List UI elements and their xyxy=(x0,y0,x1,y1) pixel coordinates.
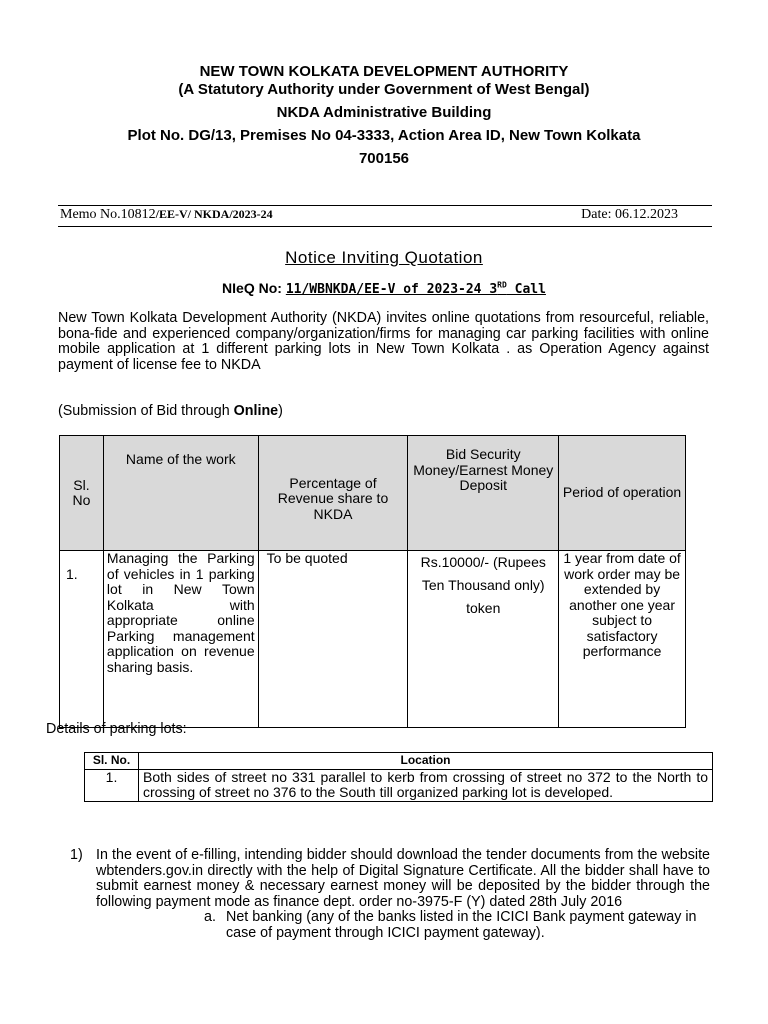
memo-ref: /EE-V/ NKDA/2023-24 xyxy=(155,207,273,221)
authority-name: NEW TOWN KOLKATA DEVELOPMENT AUTHORITY xyxy=(199,63,569,80)
authority-statutory-line: (A Statutory Authority under Government of West Bengal) xyxy=(178,81,590,98)
submission-prefix: (Submission of Bid through xyxy=(58,403,234,419)
header-percentage: Percentage of Revenue share to NKDA xyxy=(258,436,408,551)
cell-period: 1 year from date of work order may be extended by another one year subject to satisfactory performance xyxy=(559,551,686,728)
submission-suffix: ) xyxy=(278,403,283,419)
instruction-subitem xyxy=(204,910,710,941)
parking-details-heading: Details of parking lots: xyxy=(46,721,187,737)
parking-table-header-row xyxy=(85,753,713,770)
parking-header-sl: Sl. No. xyxy=(85,753,139,770)
cell-sl: 1. xyxy=(60,551,104,728)
parking-table xyxy=(84,752,713,802)
subitem-text: Net banking (any of the banks listed in the ICICI Bank payment gateway in case of payment through ICICI payment gateway). xyxy=(226,909,697,941)
table-row xyxy=(60,551,686,728)
nieq-superscript: RD xyxy=(497,280,507,290)
building-name: NKDA Administrative Building xyxy=(276,104,492,121)
nieq-line xyxy=(0,280,768,297)
address-line: Plot No. DG/13, Premises No 04-3333, Action Area ID, New Town Kolkata xyxy=(127,127,641,144)
nieq-label: NIeQ No: xyxy=(222,280,286,296)
cell-bid-security: Rs.10000/- (Rupees Ten Thousand only) token xyxy=(408,551,559,728)
intro-paragraph: New Town Kolkata Development Authority (NKDA) invites online quotations from resourceful, reliable, bona-fide and experienced company/organization/firms for managing car parking facilities with online mobile application at 1 different parking lots in New Town Kolkata . as Operation Agency against payment of license fee to NKDA xyxy=(58,310,709,373)
parking-cell-location: Both sides of street no 331 parallel to kerb from crossing of street no 372 to the North to crossing of street no 376 to the South till organized parking lot is developed. xyxy=(139,769,713,801)
subitem-label: a. xyxy=(204,909,216,925)
memo-bar xyxy=(58,205,712,227)
nieq-number xyxy=(286,282,546,297)
cell-percentage: To be quoted xyxy=(258,551,408,728)
instruction-list xyxy=(70,848,710,941)
instruction-text: In the event of e-filling, intending bidder should download the tender documents from the website wbtenders.gov.in directly with the help of Digital Signature Certificate. All the bidder shall have to submit earnest money & necessary earnest money will be deposited by the bidder through the following payment mode as finance dept. order no-3975-F (Y) dated 28th July 2016 xyxy=(96,847,710,910)
notice-title: Notice Inviting Quotation xyxy=(285,248,483,267)
cell-work-name: Managing the Parking of vehicles in 1 parking lot in New Town Kolkata with appropriate online Parking management application on revenue sharing basis. xyxy=(103,551,258,728)
table-row xyxy=(85,769,713,801)
memo-prefix: Memo No.10812 xyxy=(60,207,156,222)
submission-line xyxy=(58,403,283,419)
header-name: Name of the work xyxy=(103,436,258,551)
header-sl: Sl. No xyxy=(60,436,104,551)
work-table-header-row xyxy=(60,436,686,551)
memo-date: Date: 06.12.2023 xyxy=(581,207,678,222)
work-table xyxy=(59,435,686,728)
nieq-call: Call xyxy=(506,282,546,297)
nieq-number-text: 11/WBNKDA/EE-V of 2023-24 3 xyxy=(285,282,498,297)
memo-number xyxy=(60,207,273,223)
instruction-number: 1) xyxy=(70,847,83,863)
header-period: Period of operation xyxy=(559,436,686,551)
pin-code: 700156 xyxy=(358,150,410,167)
submission-mode: Online xyxy=(233,403,279,419)
parking-header-location: Location xyxy=(139,753,713,770)
header-bid-security: Bid Security Money/Earnest Money Deposit xyxy=(408,436,559,551)
parking-cell-sl: 1. xyxy=(85,769,139,801)
